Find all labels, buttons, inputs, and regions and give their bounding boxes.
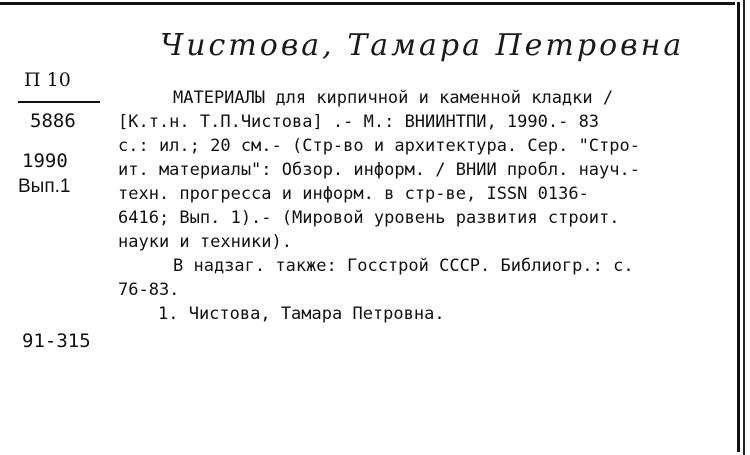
description-line: ит. материалы": Обзор. информ. / ВНИИ пробл. науч.- — [118, 160, 640, 180]
card-right-shadow — [743, 0, 745, 455]
shelf-mark-rule — [18, 101, 100, 103]
tracing-line: 1. Чистова, Тамара Петровна. — [158, 304, 445, 324]
description-line: техн. прогресса и информ. в стр-ве, ISSN 0136- — [118, 184, 589, 204]
accession-number: 91-315 — [22, 330, 91, 352]
shelf-mark-class: П 10 — [24, 69, 71, 91]
note-line: 76-83. — [118, 280, 180, 300]
description-line: с.: ил.; 20 см.- (Стр-во и архитектура. Сер. "Стро- — [118, 136, 640, 156]
shelf-mark-year: 1990 — [22, 150, 68, 172]
shelf-mark-number: 5886 — [30, 110, 76, 132]
bibliographic-description — [118, 86, 733, 326]
card-right-edge — [737, 2, 740, 452]
card-top-edge — [0, 2, 735, 5]
shelf-mark-issue: Вып.1 — [18, 176, 71, 197]
note-line: В надзаг. также: Госстрой СССР. Библиогр.: с. — [173, 256, 634, 276]
handwritten-heading: Чистова, Тамара Петровна — [160, 28, 685, 63]
description-line: [К.т.н. Т.П.Чистова] .- М.: ВНИИНТПИ, 1990.- 83 — [118, 112, 600, 132]
description-line: МАТЕРИАЛЫ для кирпичной и каменной кладки / — [173, 88, 614, 108]
description-line: науки и техники). — [118, 232, 292, 252]
description-line: 6416; Вып. 1).- (Мировой уровень развития строит. — [118, 208, 620, 228]
